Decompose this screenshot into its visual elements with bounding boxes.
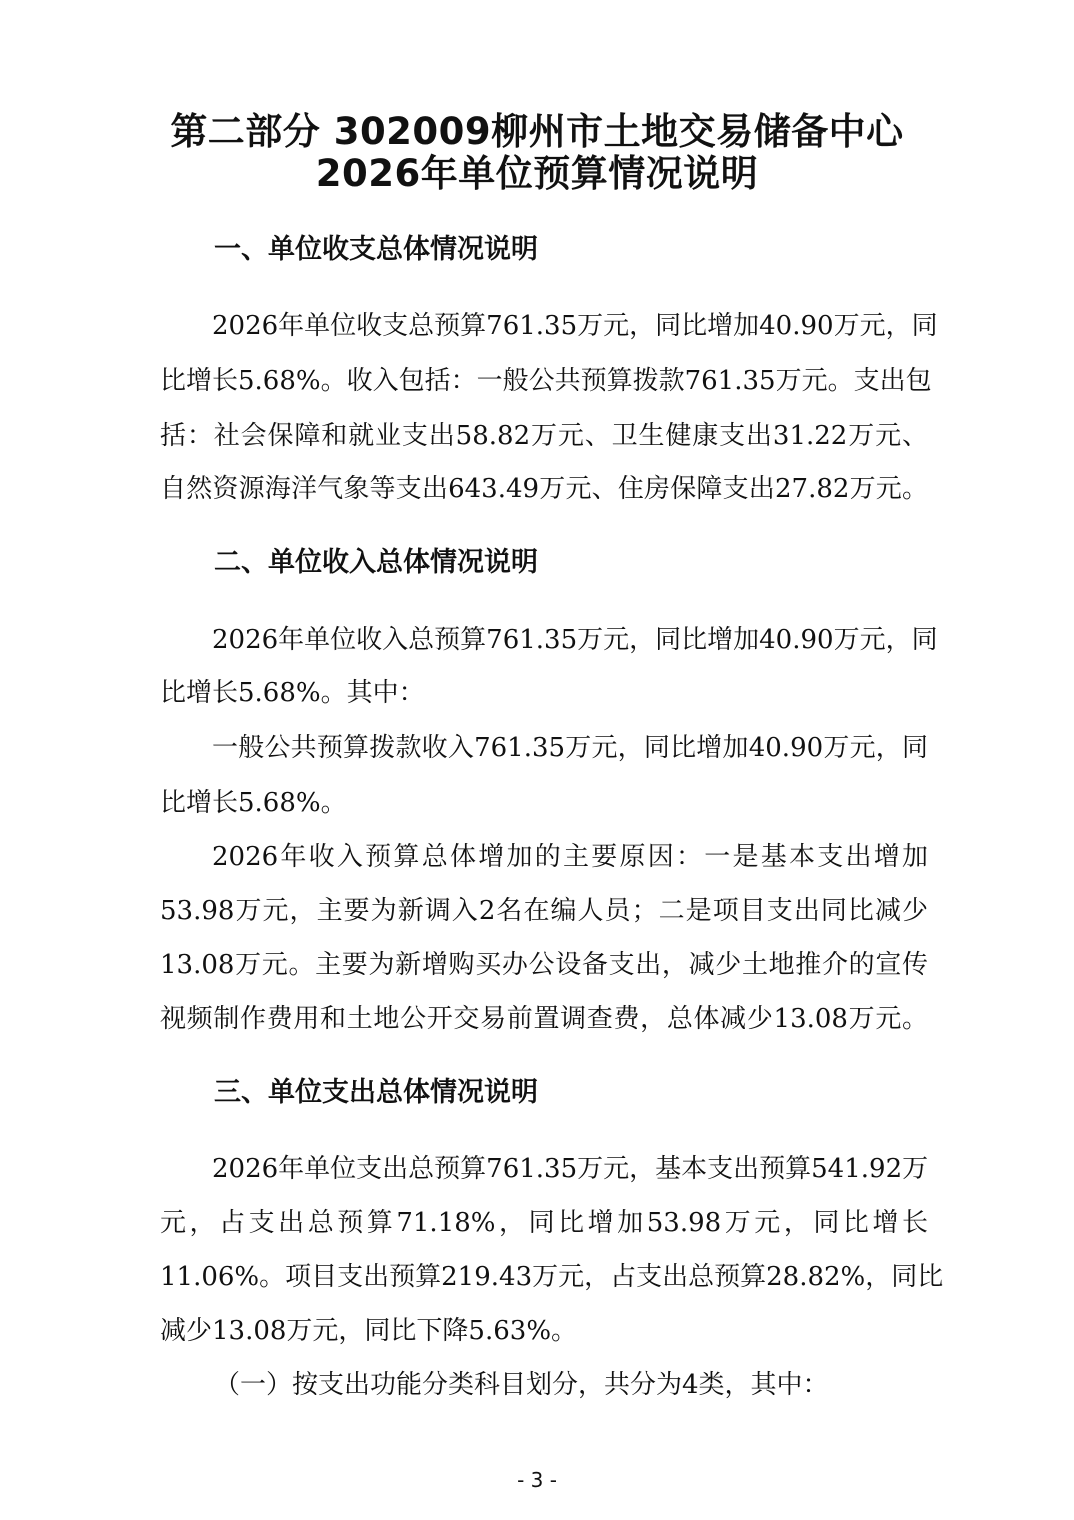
paragraph-line: 比增长5.68%。收入包括：一般公共预算拨款761.35万元。支出包 [160,366,932,396]
paragraph-line: 53.98万元，主要为新调入2名在编人员；二是项目支出同比减少 [160,896,928,926]
paragraph-line: 比增长5.68%。 [160,788,347,818]
document-title-line-1: 第二部分 302009柳州市土地交易储备中心 [170,110,904,153]
paragraph-line: （一）按支出功能分类科目划分，共分为4类，其中： [214,1370,829,1400]
section-heading-2: 二、单位收入总体情况说明 [214,547,538,578]
page-number: - 3 - [517,1468,557,1492]
paragraph-line: 2026年收入预算总体增加的主要原因：一是基本支出增加 [212,842,928,872]
paragraph-line: 2026年单位收支总预算761.35万元，同比增加40.90万元，同 [212,311,938,341]
paragraph-line: 2026年单位收入总预算761.35万元，同比增加40.90万元，同 [212,625,938,655]
paragraph-line: 自然资源海洋气象等支出643.49万元、住房保障支出27.82万元。 [160,474,928,504]
paragraph-line: 视频制作费用和土地公开交易前置调查费，总体减少13.08万元。 [160,1004,928,1034]
document-title-line-2: 2026年单位预算情况说明 [315,152,759,195]
paragraph-line: 元，占支出总预算71.18%，同比增加53.98万元，同比增长 [160,1208,928,1238]
paragraph-line: 减少13.08万元，同比下降5.63%。 [160,1316,578,1346]
section-heading-1: 一、单位收支总体情况说明 [214,234,538,265]
paragraph-line: 13.08万元。主要为新增购买办公设备支出，减少土地推介的宣传 [160,950,928,980]
section-heading-3: 三、单位支出总体情况说明 [214,1077,538,1108]
paragraph-line: 11.06%。项目支出预算219.43万元，占支出总预算28.82%，同比 [160,1262,944,1292]
paragraph-line: 括：社会保障和就业支出58.82万元、卫生健康支出31.22万元、 [160,421,928,451]
paragraph-line: 2026年单位支出总预算761.35万元，基本支出预算541.92万 [212,1154,929,1184]
paragraph-line: 比增长5.68%。其中： [160,678,425,708]
paragraph-line: 一般公共预算拨款收入761.35万元，同比增加40.90万元，同 [212,733,928,763]
